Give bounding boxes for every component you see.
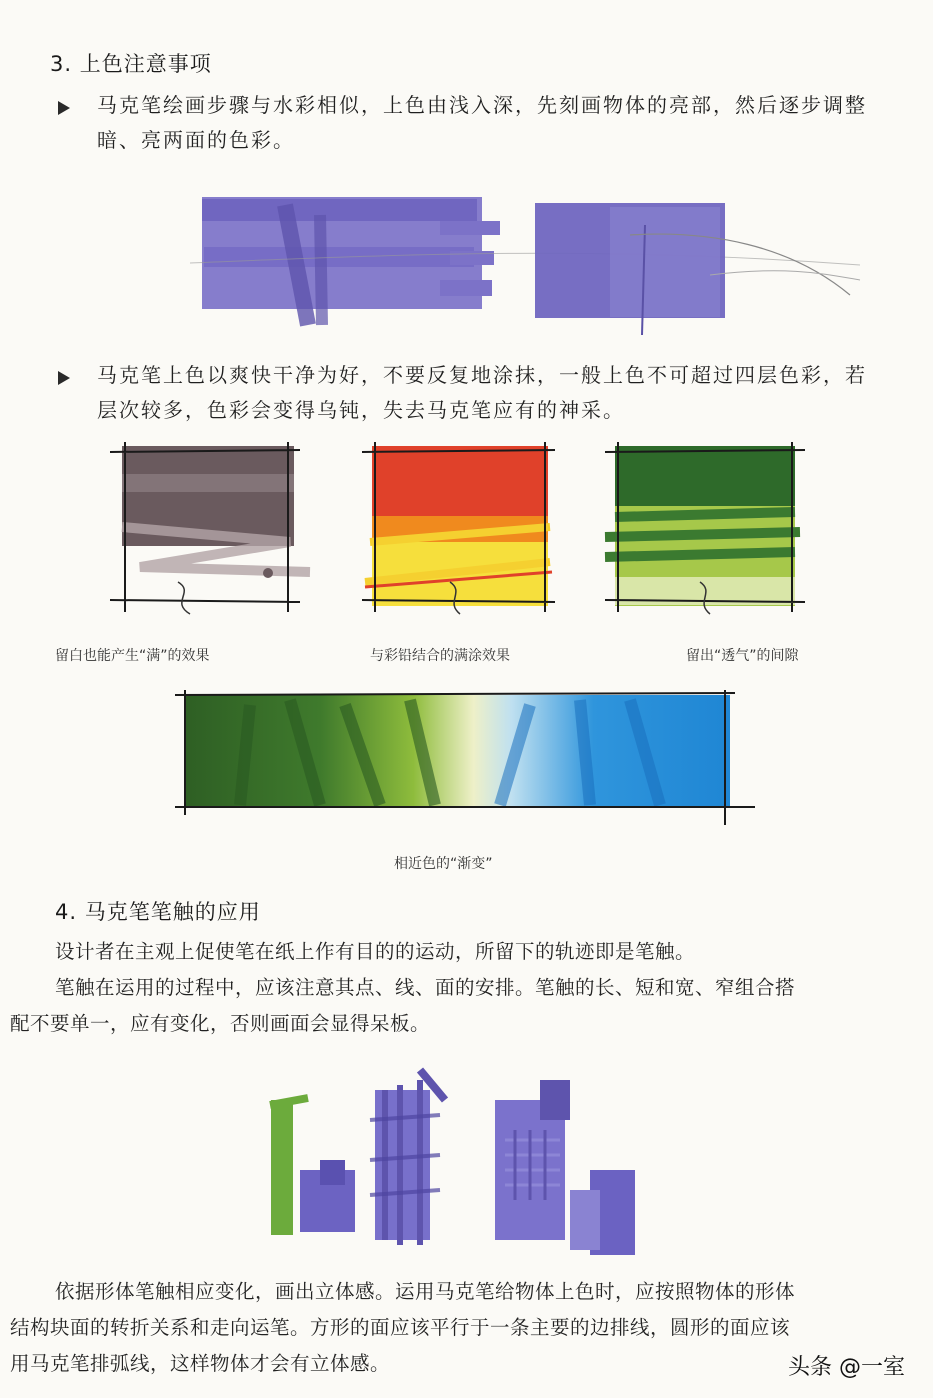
section4-para2-line2: 配不要单一，应有变化，否则画面会显得呆板。 — [10, 1012, 431, 1035]
bullet1-line2: 暗、亮两面的色彩。 — [97, 128, 295, 152]
section4-para2-line1: 笔触在运用的过程中，应该注意其点、线、面的安排。笔触的长、短和宽、窄组合搭 — [55, 976, 796, 999]
caption-white-space: 留白也能产生“满”的效果 — [55, 648, 210, 664]
bullet-arrow-icon — [58, 101, 70, 115]
section4-para3-line2: 结构块面的转折关系和走向运笔。方形的面应该平行于一条主要的边排线，圆形的面应该 — [10, 1316, 791, 1339]
bullet2-line2: 层次较多，色彩会变得乌钝，失去马克笔应有的神采。 — [97, 398, 625, 422]
bullet-arrow-icon — [58, 371, 70, 385]
purple-swatch-left — [190, 197, 860, 325]
caption-gradient: 相近色的“渐变” — [394, 856, 493, 872]
three-swatch-illustration — [100, 432, 820, 632]
caption-pencil-fill: 与彩铅结合的满涂效果 — [370, 648, 510, 664]
watermark-label: 头条 @一室 — [788, 1355, 905, 1380]
bullet1-line1: 马克笔绘画步骤与水彩相似，上色由浅入深，先刻画物体的亮部，然后逐步调整 — [97, 93, 867, 117]
caption-breathing-gap: 留出“透气”的间隙 — [686, 648, 799, 664]
section4-heading: 4. 马克笔笔触的应用 — [55, 900, 261, 924]
brushstroke-shapes-illustration — [260, 1060, 660, 1260]
section3-heading: 3. 上色注意事项 — [50, 52, 212, 76]
bullet2-text — [97, 358, 927, 428]
gradient-swatch-illustration — [170, 685, 770, 835]
swatch-brown-white-space — [110, 442, 310, 614]
purple-swatch-right — [535, 203, 860, 335]
bullet2-line1: 马克笔上色以爽快干净为好，不要反复地涂抹，一般上色不可超过四层色彩，若 — [97, 363, 867, 387]
bullet1-text — [97, 88, 927, 158]
section4-para3-line3: 用马克笔排弧线，这样物体才会有立体感。 — [10, 1352, 391, 1375]
purple-swatches-illustration — [190, 185, 870, 345]
section4-para1: 设计者在主观上促使笔在纸上作有目的的运动，所留下的轨迹即是笔触。 — [55, 940, 696, 963]
swatch-green-breathing-gap — [605, 442, 805, 614]
section4-para3-line1: 依据形体笔触相应变化，画出立体感。运用马克笔给物体上色时，应按照物体的形体 — [55, 1280, 796, 1303]
swatch-red-yellow-pencil — [362, 442, 555, 614]
section4-para2 — [10, 970, 925, 1042]
